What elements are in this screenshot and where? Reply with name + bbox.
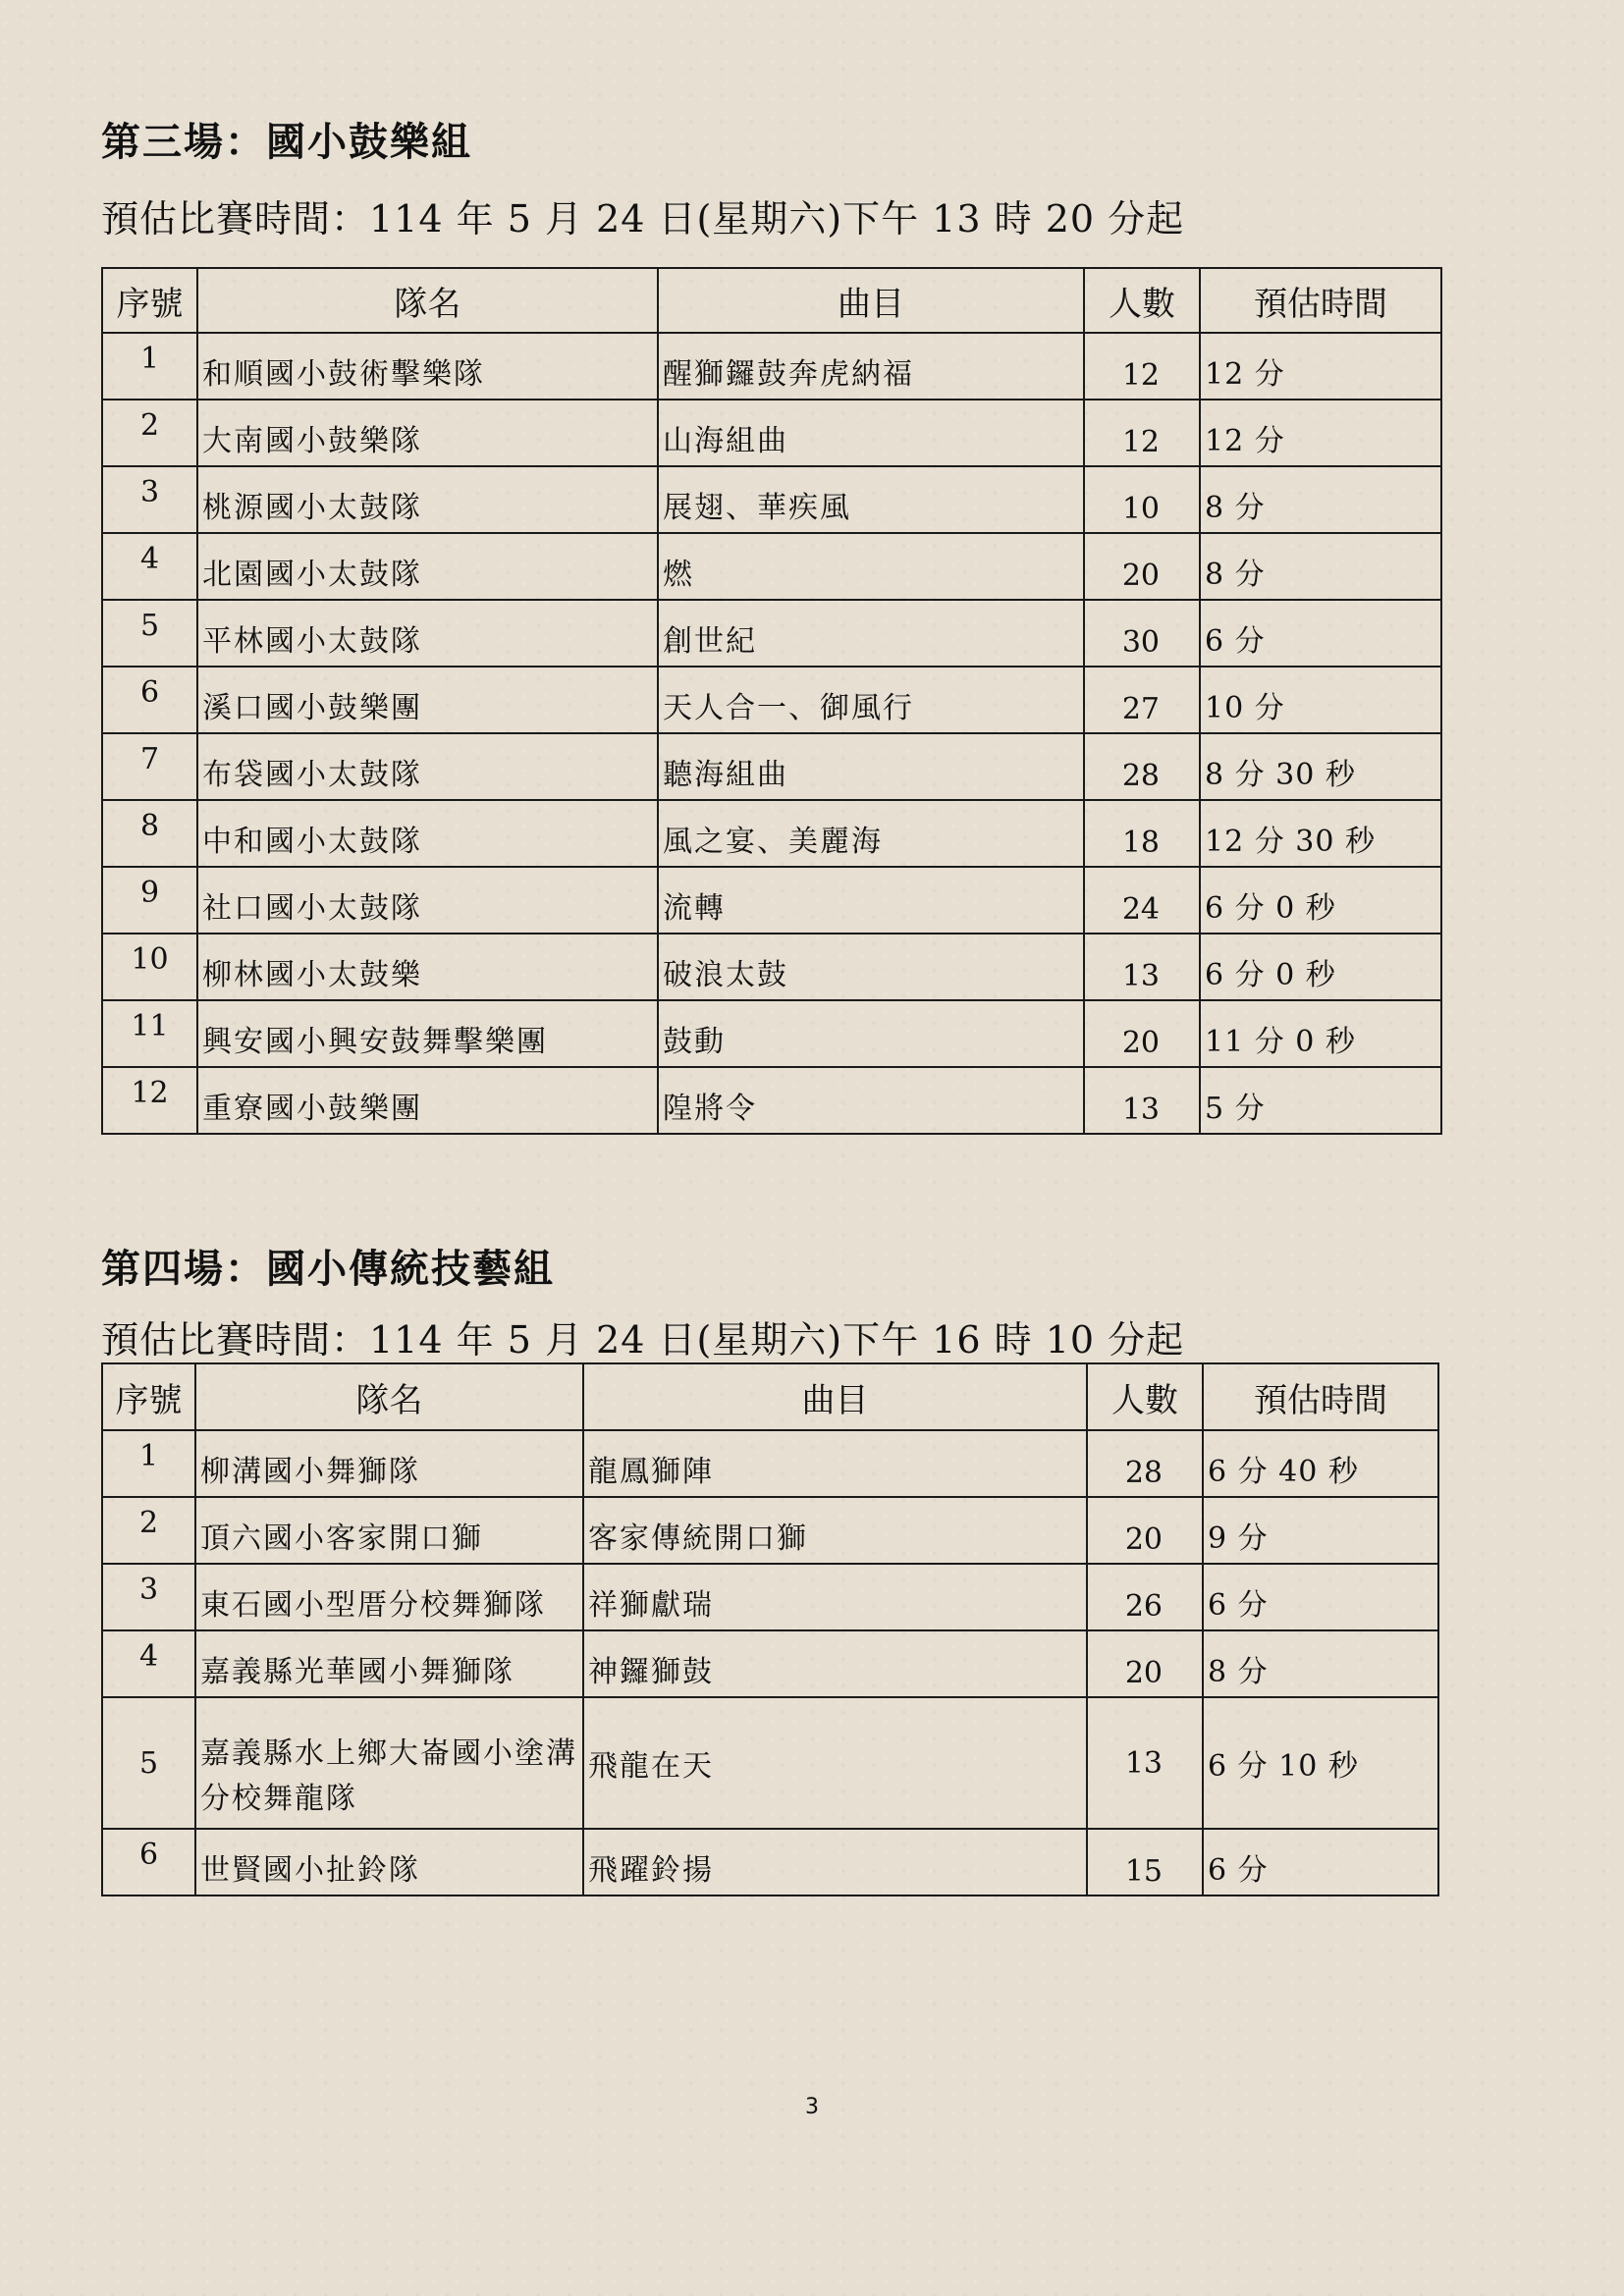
cell-team: 溪口國小鼓樂團 <box>197 667 658 733</box>
cell-count: 26 <box>1087 1564 1203 1630</box>
cell-no: 2 <box>102 400 197 466</box>
cell-team: 平林國小太鼓隊 <box>197 600 658 667</box>
cell-team: 嘉義縣水上鄉大崙國小塗溝分校舞龍隊 <box>195 1697 583 1829</box>
header-team: 隊名 <box>197 268 658 333</box>
schedule-table-traditional <box>101 1362 1439 1896</box>
cell-est-time: 5 分 <box>1200 1067 1441 1134</box>
cell-team: 桃源國小太鼓隊 <box>197 466 658 533</box>
cell-est-time: 6 分 <box>1200 600 1441 667</box>
schedule-table-drum <box>101 267 1442 1135</box>
table-row <box>102 333 1441 400</box>
table-row <box>102 533 1441 600</box>
table-header-row <box>102 1363 1438 1430</box>
cell-piece: 醒獅鑼鼓奔虎納福 <box>658 333 1084 400</box>
cell-count: 13 <box>1084 934 1200 1000</box>
cell-no: 11 <box>102 1000 197 1067</box>
cell-count: 12 <box>1084 333 1200 400</box>
cell-est-time: 6 分 <box>1203 1829 1438 1896</box>
cell-est-time: 6 分 0 秒 <box>1200 934 1441 1000</box>
header-est-time: 預估時間 <box>1200 268 1441 333</box>
table-row <box>102 667 1441 733</box>
cell-est-time: 12 分 <box>1200 400 1441 466</box>
header-piece: 曲目 <box>583 1363 1087 1430</box>
cell-piece: 破浪太鼓 <box>658 934 1084 1000</box>
cell-est-time: 12 分 30 秒 <box>1200 800 1441 867</box>
cell-team: 興安國小興安鼓舞擊樂團 <box>197 1000 658 1067</box>
table-row <box>102 1497 1438 1564</box>
table-row <box>102 600 1441 667</box>
cell-team: 重寮國小鼓樂團 <box>197 1067 658 1134</box>
cell-est-time: 11 分 0 秒 <box>1200 1000 1441 1067</box>
cell-piece: 流轉 <box>658 867 1084 934</box>
cell-no: 3 <box>102 1564 195 1630</box>
cell-no: 3 <box>102 466 197 533</box>
cell-piece: 燃 <box>658 533 1084 600</box>
cell-no: 6 <box>102 1829 195 1896</box>
cell-count: 18 <box>1084 800 1200 867</box>
cell-count: 15 <box>1087 1829 1203 1896</box>
cell-count: 30 <box>1084 600 1200 667</box>
cell-est-time: 6 分 40 秒 <box>1203 1430 1438 1497</box>
header-no: 序號 <box>102 268 197 333</box>
cell-piece: 鼓動 <box>658 1000 1084 1067</box>
cell-count: 28 <box>1084 733 1200 800</box>
page-number: 3 <box>805 2095 819 2119</box>
cell-no: 10 <box>102 934 197 1000</box>
table-row <box>102 800 1441 867</box>
cell-est-time: 9 分 <box>1203 1497 1438 1564</box>
cell-piece: 山海組曲 <box>658 400 1084 466</box>
header-est-time: 預估時間 <box>1203 1363 1438 1430</box>
table-row <box>102 1697 1438 1829</box>
cell-no: 1 <box>102 333 197 400</box>
section-time: 預估比賽時間：114 年 5 月 24 日(星期六)下午 13 時 20 分起 <box>101 197 1185 240</box>
cell-no: 4 <box>102 1630 195 1697</box>
cell-count: 27 <box>1084 667 1200 733</box>
table-row <box>102 1829 1438 1896</box>
cell-no: 8 <box>102 800 197 867</box>
cell-piece: 龍鳳獅陣 <box>583 1430 1087 1497</box>
cell-est-time: 10 分 <box>1200 667 1441 733</box>
cell-piece: 客家傳統開口獅 <box>583 1497 1087 1564</box>
cell-team: 嘉義縣光華國小舞獅隊 <box>195 1630 583 1697</box>
cell-count: 10 <box>1084 466 1200 533</box>
cell-count: 20 <box>1084 533 1200 600</box>
table-row <box>102 400 1441 466</box>
cell-count: 13 <box>1087 1697 1203 1829</box>
table-row <box>102 733 1441 800</box>
cell-no: 2 <box>102 1497 195 1564</box>
cell-est-time: 6 分 10 秒 <box>1203 1697 1438 1829</box>
cell-est-time: 6 分 <box>1203 1564 1438 1630</box>
cell-est-time: 12 分 <box>1200 333 1441 400</box>
cell-no: 5 <box>102 1697 195 1829</box>
cell-team: 中和國小太鼓隊 <box>197 800 658 867</box>
cell-count: 24 <box>1084 867 1200 934</box>
cell-team: 大南國小鼓樂隊 <box>197 400 658 466</box>
header-count: 人數 <box>1084 268 1200 333</box>
table-row <box>102 934 1441 1000</box>
cell-piece: 隍將令 <box>658 1067 1084 1134</box>
cell-est-time: 8 分 <box>1203 1630 1438 1697</box>
cell-piece: 創世紀 <box>658 600 1084 667</box>
cell-no: 12 <box>102 1067 197 1134</box>
cell-est-time: 8 分 30 秒 <box>1200 733 1441 800</box>
cell-no: 1 <box>102 1430 195 1497</box>
cell-no: 4 <box>102 533 197 600</box>
cell-count: 13 <box>1084 1067 1200 1134</box>
cell-count: 20 <box>1084 1000 1200 1067</box>
cell-piece: 天人合一、御風行 <box>658 667 1084 733</box>
header-count: 人數 <box>1087 1363 1203 1430</box>
cell-est-time: 8 分 <box>1200 466 1441 533</box>
table-row <box>102 867 1441 934</box>
cell-team: 社口國小太鼓隊 <box>197 867 658 934</box>
cell-count: 28 <box>1087 1430 1203 1497</box>
cell-piece: 展翅、華疾風 <box>658 466 1084 533</box>
cell-team: 布袋國小太鼓隊 <box>197 733 658 800</box>
table-row <box>102 1630 1438 1697</box>
cell-est-time: 8 分 <box>1200 533 1441 600</box>
table-header-row <box>102 268 1441 333</box>
cell-no: 6 <box>102 667 197 733</box>
cell-no: 7 <box>102 733 197 800</box>
cell-piece: 聽海組曲 <box>658 733 1084 800</box>
cell-piece: 飛龍在天 <box>583 1697 1087 1829</box>
cell-team: 柳溝國小舞獅隊 <box>195 1430 583 1497</box>
section-title: 第三場：國小鼓樂組 <box>101 119 472 165</box>
cell-piece: 祥獅獻瑞 <box>583 1564 1087 1630</box>
table-row <box>102 466 1441 533</box>
cell-count: 20 <box>1087 1497 1203 1564</box>
cell-est-time: 6 分 0 秒 <box>1200 867 1441 934</box>
cell-count: 12 <box>1084 400 1200 466</box>
cell-team: 北園國小太鼓隊 <box>197 533 658 600</box>
table-row <box>102 1000 1441 1067</box>
header-team: 隊名 <box>195 1363 583 1430</box>
section-title: 第四場：國小傳統技藝組 <box>101 1246 555 1292</box>
header-piece: 曲目 <box>658 268 1084 333</box>
table-row <box>102 1564 1438 1630</box>
section-time: 預估比賽時間：114 年 5 月 24 日(星期六)下午 16 時 10 分起 <box>101 1318 1185 1362</box>
cell-piece: 飛躍鈴揚 <box>583 1829 1087 1896</box>
cell-team: 頂六國小客家開口獅 <box>195 1497 583 1564</box>
header-no: 序號 <box>102 1363 195 1430</box>
cell-count: 20 <box>1087 1630 1203 1697</box>
table-row <box>102 1067 1441 1134</box>
cell-team: 柳林國小太鼓樂 <box>197 934 658 1000</box>
cell-team: 世賢國小扯鈴隊 <box>195 1829 583 1896</box>
cell-no: 9 <box>102 867 197 934</box>
table-row <box>102 1430 1438 1497</box>
cell-no: 5 <box>102 600 197 667</box>
cell-team: 和順國小鼓術擊樂隊 <box>197 333 658 400</box>
cell-piece: 風之宴、美麗海 <box>658 800 1084 867</box>
cell-team: 東石國小型厝分校舞獅隊 <box>195 1564 583 1630</box>
cell-piece: 神鑼獅鼓 <box>583 1630 1087 1697</box>
